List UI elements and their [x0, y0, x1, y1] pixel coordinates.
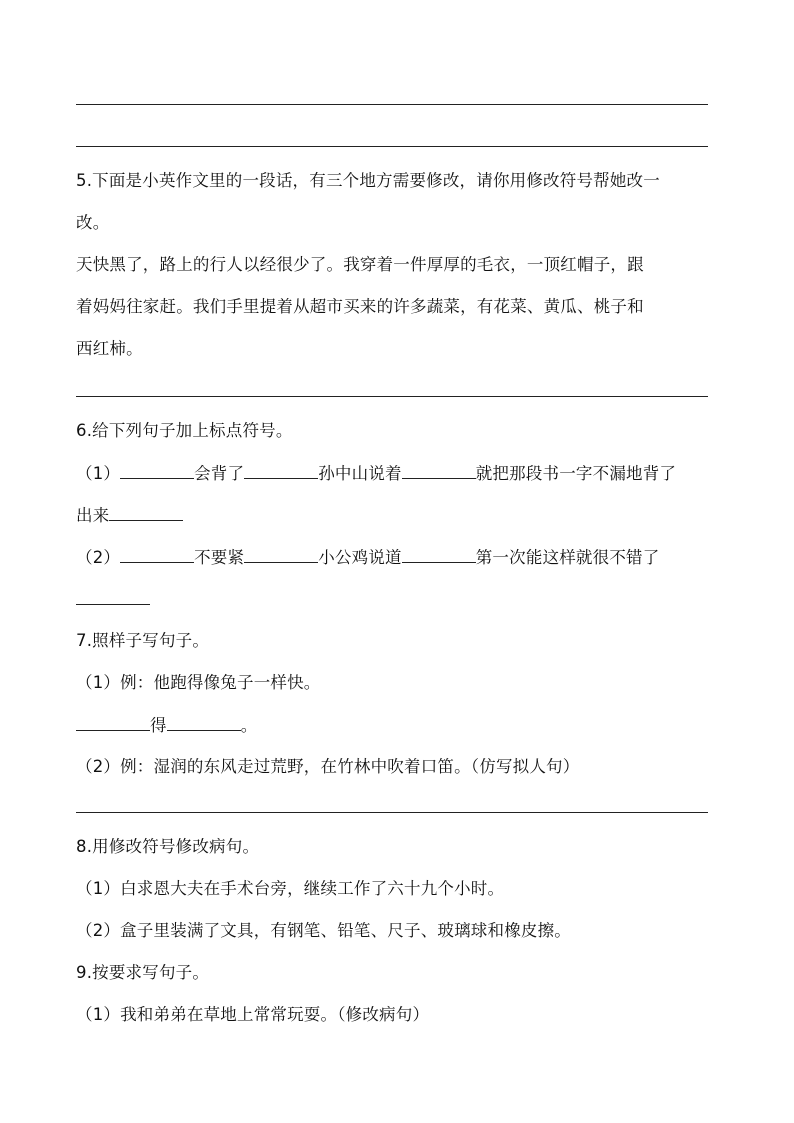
- item-number: （2）: [76, 548, 121, 567]
- sentence-fragment: 会背了: [194, 464, 245, 483]
- q5-passage-line3: 西红柿。: [76, 339, 143, 358]
- q6-sentence-2: [76, 546, 659, 569]
- q8-sentence-1: （1）白求恩大夫在手术台旁，继续工作了六十九个小时。: [76, 879, 505, 898]
- q5-passage-line1: 天快黑了，路上的行人以经很少了。我穿着一件厚厚的毛衣，一顶红帽子，跟: [76, 255, 644, 274]
- sentence-fragment: 不要紧: [194, 548, 245, 567]
- q9-title: 9.按要求写句子。: [76, 963, 210, 982]
- q7-title: 7.照样子写句子。: [76, 631, 210, 650]
- q5-prompt-line2: 改。: [76, 213, 110, 232]
- punctuation-blank[interactable]: [120, 546, 194, 563]
- answer-line[interactable]: [76, 146, 708, 147]
- q7-example-1: （1）例：他跑得像兔子一样快。: [76, 673, 321, 692]
- q9-sentence-1: （1）我和弟弟在草地上常常玩耍。（修改病句）: [76, 1005, 430, 1024]
- q5-passage-line2: 着妈妈往家赶。我们手里提着从超市买来的许多蔬菜，有花菜、黄瓜、桃子和: [76, 297, 644, 316]
- punctuation-blank[interactable]: [109, 504, 183, 521]
- sentence-fragment: 小公鸡说道: [318, 548, 402, 567]
- q6-sentence-1: [76, 462, 676, 485]
- sentence-fragment: 孙中山说着: [318, 464, 402, 483]
- q8-title: 8.用修改符号修改病句。: [76, 837, 260, 856]
- answer-line[interactable]: [76, 812, 708, 813]
- q8-sentence-2: （2）盒子里装满了文具，有钢笔、铅笔、尺子、玻璃球和橡皮擦。: [76, 921, 571, 940]
- punctuation-blank[interactable]: [244, 462, 318, 479]
- sentence-fragment: 第一次能这样就很不错了: [475, 548, 660, 567]
- sentence-fragment: 就把那段书一字不漏地背了: [475, 464, 677, 483]
- punctuation-blank[interactable]: [402, 546, 476, 563]
- q6-sentence-1-cont: [76, 504, 183, 527]
- answer-line[interactable]: [76, 104, 708, 105]
- punctuation-blank[interactable]: [244, 546, 318, 563]
- fill-blank[interactable]: [167, 714, 241, 731]
- sentence-fragment: 出来: [76, 506, 110, 525]
- q7-answer-1: [76, 714, 257, 737]
- q7-example-2: （2）例：湿润的东风走过荒野，在竹林中吹着口笛。（仿写拟人句）: [76, 757, 580, 776]
- sentence-fragment: 。: [240, 716, 258, 735]
- punctuation-blank[interactable]: [402, 462, 476, 479]
- q6-title: 6.给下列句子加上标点符号。: [76, 421, 293, 440]
- punctuation-blank[interactable]: [76, 588, 150, 605]
- q6-sentence-2-cont: [76, 588, 150, 611]
- punctuation-blank[interactable]: [120, 462, 194, 479]
- sentence-fragment: 得: [150, 716, 167, 735]
- answer-line[interactable]: [76, 396, 708, 397]
- q5-prompt-line1: 5.下面是小英作文里的一段话，有三个地方需要修改，请你用修改符号帮她改一: [76, 171, 660, 190]
- item-number: （1）: [76, 464, 121, 483]
- fill-blank[interactable]: [76, 714, 150, 731]
